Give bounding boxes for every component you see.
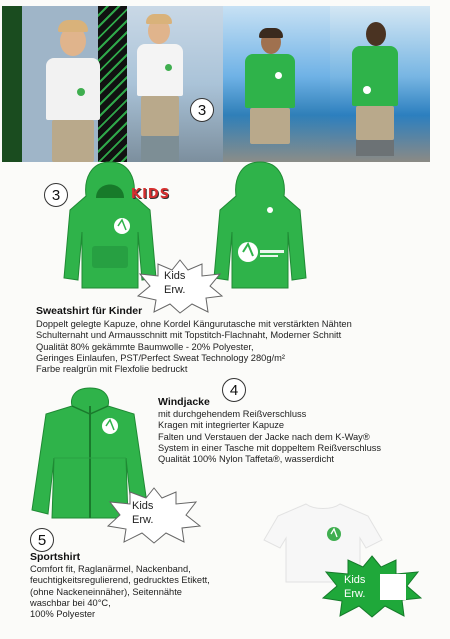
section-4-title: Windjacke bbox=[158, 396, 210, 408]
starburst-badge-section-5 bbox=[322, 554, 422, 618]
photo-kid-green-shirt-front bbox=[223, 6, 330, 162]
hoodie-back-image bbox=[210, 160, 310, 300]
section-5-number: 5 bbox=[30, 528, 54, 552]
section-5-description bbox=[30, 564, 260, 620]
section-4-description bbox=[158, 409, 438, 465]
badge-kids-label-5: Kids bbox=[344, 574, 366, 586]
section-5-line: 100% Polyester bbox=[30, 609, 96, 620]
badge-erw-label-5: Erw. bbox=[344, 588, 366, 600]
badge-erw-label-4: Erw. bbox=[132, 514, 154, 526]
section-4-line: mit durchgehendem Reißverschluss bbox=[158, 409, 307, 419]
photo-kid-white-shirt-1 bbox=[2, 6, 127, 162]
section-4-line: Qualität 100% Nylon Taffeta®, wasserdicht bbox=[158, 454, 335, 465]
section-4-line: System in einer Tasche mit doppeltem Reißverschluss bbox=[158, 442, 382, 453]
badge-kids-label-4: Kids bbox=[132, 500, 154, 512]
badge-kids-label-3: Kids bbox=[164, 270, 186, 282]
photo-kid-green-shirt-back bbox=[330, 6, 430, 162]
section-4-line: Kragen mit integrierter Kapuze bbox=[158, 420, 285, 431]
section-3-line: Qualität 80% gekämmte Baumwolle - 20% Polyester, bbox=[36, 341, 254, 352]
photo-strip bbox=[2, 6, 430, 162]
section-5-line: (ohne Nackeneinnäher), Seitennähte bbox=[30, 586, 182, 597]
section-4-number: 4 bbox=[222, 378, 246, 402]
section-5-title: Sportshirt bbox=[30, 551, 81, 563]
section-5-line: feuchtigkeitsregulierend, gedrucktes Etikett, bbox=[30, 575, 210, 586]
badge-erw-label-3: Erw. bbox=[164, 284, 186, 296]
starburst-badge-section-4 bbox=[106, 486, 202, 544]
section-3-line: Farbe realgrün mit Flexfolie bedruckt bbox=[36, 364, 188, 375]
section-3-line: Geringes Einlaufen, PST/Perfect Sweat Technology 280g/m² bbox=[36, 352, 285, 363]
section-5-line: waschbar bei 40°C, bbox=[30, 597, 111, 608]
photo-kid-white-shirt-2 bbox=[127, 6, 223, 162]
section-3-line: Doppelt gelegte Kapuze, ohne Kordel Kängurutasche mit verstärkten Nähten bbox=[36, 319, 352, 329]
section-3-line: Schulternaht und Armausschnitt mit Topstitch-Flachnaht, Moderner Schnitt bbox=[36, 330, 342, 341]
section-5-line: Comfort fit, Raglanärmel, Nackenband, bbox=[30, 564, 191, 574]
photo-number-badge: 3 bbox=[190, 98, 214, 122]
section-4-line: Falten und Verstauen der Jacke nach dem K-Way® bbox=[158, 431, 370, 442]
kids-logo: KIDS bbox=[131, 187, 171, 202]
section-3-description bbox=[36, 319, 436, 375]
section-3-number: 3 bbox=[44, 183, 68, 207]
section-3-title: Sweatshirt für Kinder bbox=[36, 305, 143, 317]
